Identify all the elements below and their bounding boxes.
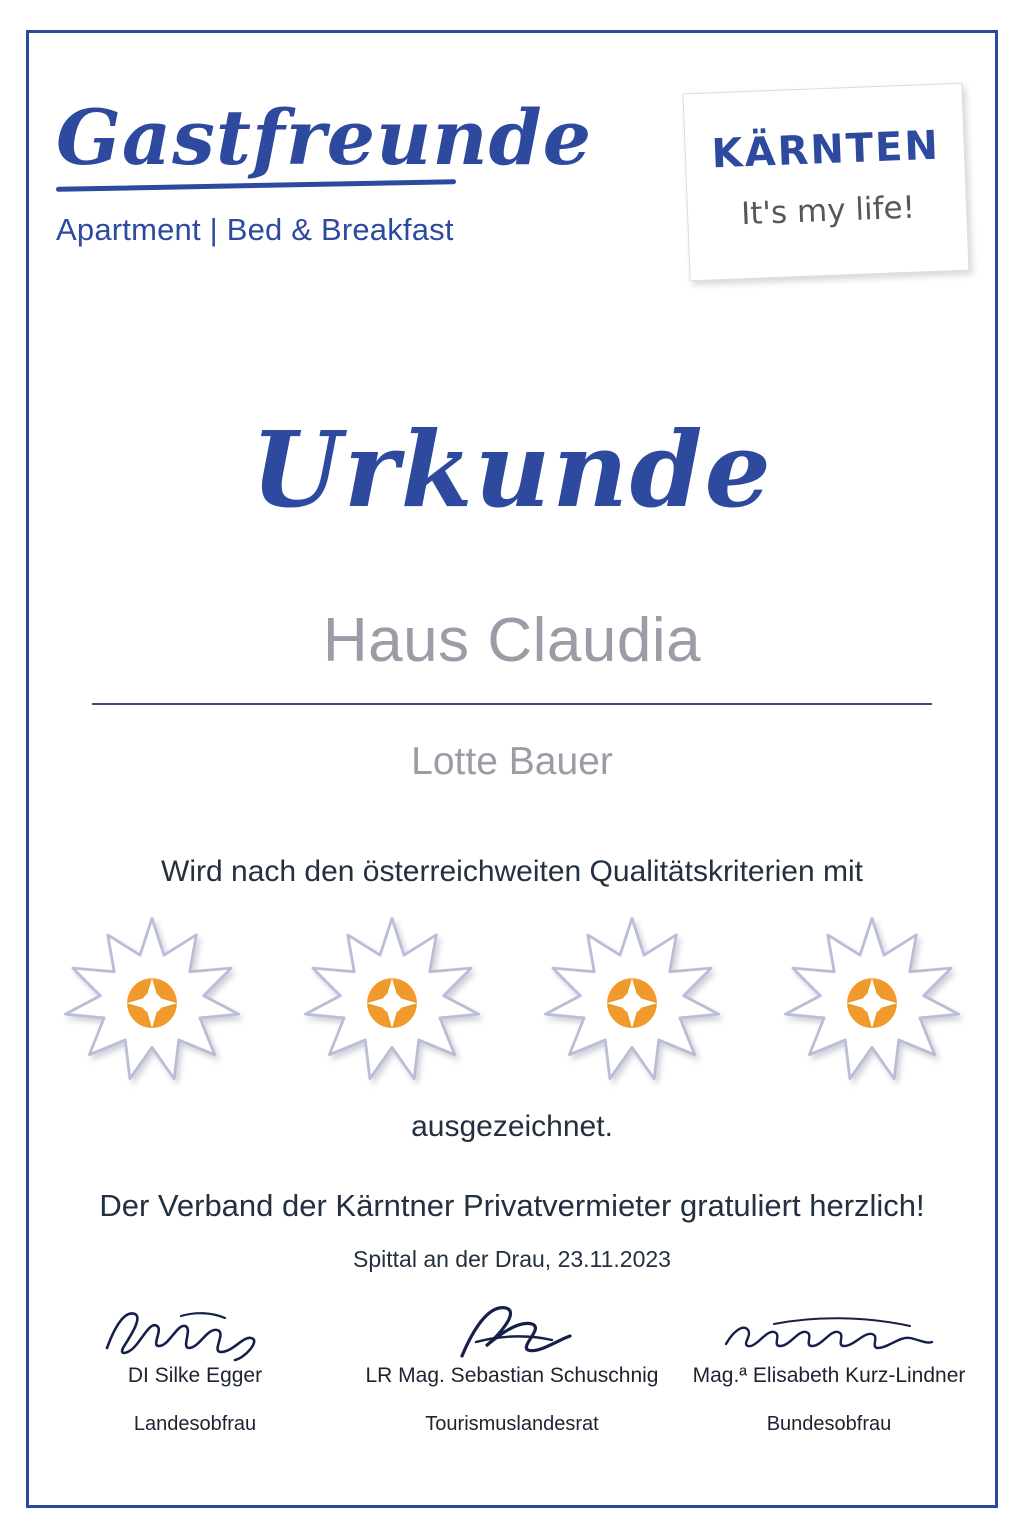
- gastfreunde-logo: [56, 93, 593, 248]
- house-name: Haus Claudia: [322, 606, 702, 675]
- signature-row: [40, 1296, 984, 1456]
- brand-script-wordmark: Gastfreunde: [56, 93, 593, 182]
- congrats-line: Der Verband der Kärntner Privatvermieter gratuliert herzlich!: [99, 1188, 925, 1223]
- criteria-line: Wird nach den österreichweiten Qualitätskriterien mit: [161, 855, 863, 888]
- awarded-line: ausgezeichnet.: [411, 1110, 613, 1143]
- brand-subtitle: Apartment | Bed & Breakfast: [56, 212, 454, 247]
- kaernten-claim: It's my life!: [740, 189, 916, 233]
- signature-name: LR Mag. Sebastian Schuschnig: [365, 1364, 659, 1387]
- place-and-date: Spittal an der Drau, 23.11.2023: [353, 1246, 671, 1272]
- edelweiss-icon: [537, 911, 727, 1086]
- signature-mark-icon: [357, 1296, 667, 1362]
- owner-name: Lotte Bauer: [411, 740, 613, 783]
- rating-edelweiss-group: [0, 908, 1024, 1088]
- certificate-header: [0, 0, 1024, 300]
- signature-role: Bundesobfrau: [766, 1413, 892, 1435]
- edelweiss-icon: [297, 911, 487, 1086]
- kaernten-wordmark: KÄRNTEN: [710, 122, 941, 178]
- signature-mark-icon: [674, 1296, 984, 1362]
- signature-name: DI Silke Egger: [127, 1364, 263, 1387]
- edelweiss-icon: [777, 911, 967, 1086]
- signature-block: [674, 1296, 984, 1456]
- signature-name: Mag.ª Elisabeth Kurz-Lindner: [692, 1364, 966, 1387]
- signature-mark-icon: [40, 1296, 350, 1362]
- signature-role: Landesobfrau: [133, 1413, 257, 1435]
- divider: [92, 703, 932, 705]
- signature-block: [357, 1296, 667, 1456]
- page-title: Urkunde: [251, 408, 773, 531]
- signature-role: Tourismuslandesrat: [425, 1413, 599, 1435]
- edelweiss-icon: [57, 911, 247, 1086]
- kaernten-logo: [682, 83, 969, 282]
- signature-block: [40, 1296, 350, 1456]
